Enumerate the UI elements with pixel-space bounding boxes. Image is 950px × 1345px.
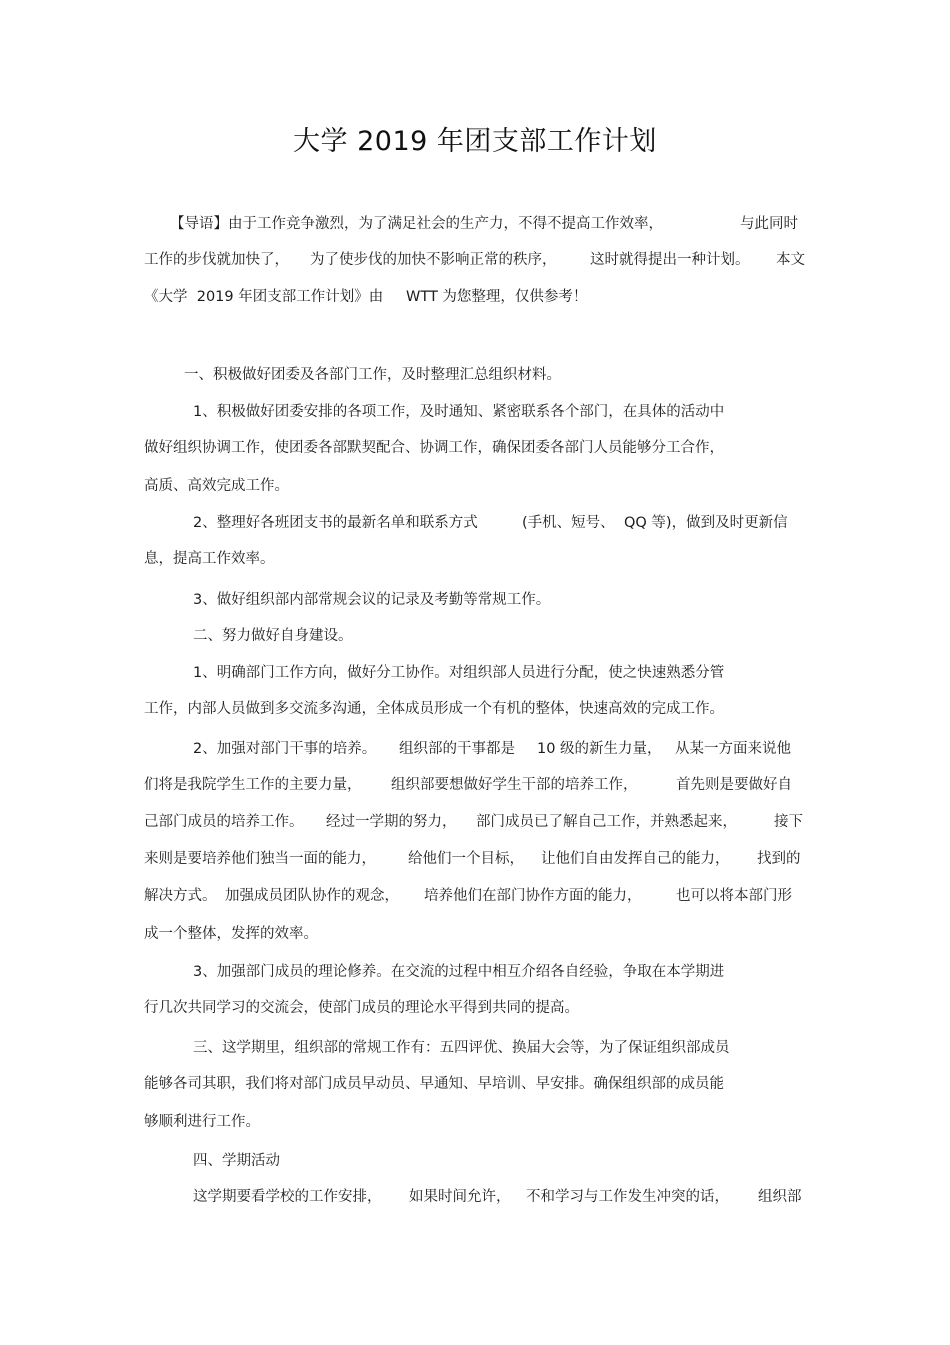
text-line: 不和学习与工作发生冲突的话， (526, 1189, 729, 1205)
text-line: 来则是要培养他们独当一面的能力， (144, 851, 376, 867)
text-line: 组织部 (758, 1189, 802, 1205)
section-heading: 一、积极做好团委及各部门工作，及时整理汇总组织材料。 (184, 367, 561, 383)
text-line: 接下 (774, 814, 803, 830)
text-line: 加强成员团队协作的观念， (225, 888, 399, 904)
text-line: 成一个整体，发挥的效率。 (144, 926, 318, 942)
text-line: 够顺利进行工作。 (144, 1114, 260, 1130)
text-line: 这学期要看学校的工作安排， (193, 1189, 382, 1205)
text-line: 行几次共同学习的交流会，使部门成员的理论水平得到共同的提高。 (144, 1000, 579, 1016)
text-line: 高质、高效完成工作。 (144, 478, 289, 494)
text-line: 工作的步伐就加快了， (144, 252, 289, 268)
document-title: 大学 2019 年团支部工作计划 (293, 126, 657, 157)
text-line: 能够各司其职，我们将对部门成员早动员、早通知、早培训、早安排。确保组织部的成员能 (144, 1076, 724, 1092)
text-line: 息，提高工作效率。 (144, 551, 275, 567)
text-line: 工作，内部人员做到多交流多沟通，全体成员形成一个有机的整体，快速高效的完成工作。 (144, 701, 724, 717)
text-line: 做好组织协调工作，使团委各部默契配合、协调工作，确保团委各部门人员能够分工合作， (144, 440, 724, 456)
text-line: (手机、短号、 (522, 515, 615, 531)
text-line: 培养他们在部门协作方面的能力， (424, 888, 642, 904)
text-line: 组织部要想做好学生干部的培养工作， (391, 777, 638, 793)
text-line: 与此同时 (740, 216, 798, 232)
text-line: 10 级的新生力量， (537, 741, 662, 757)
text-line: 首先则是要做好自 (676, 777, 792, 793)
text-line: 给他们一个目标， (408, 851, 524, 867)
text-line: 经过一学期的努力， (326, 814, 457, 830)
text-line: 1、积极做好团委安排的各项工作，及时通知、紧密联系各个部门，在具体的活动中 (193, 404, 725, 420)
text-line: 1、明确部门工作方向，做好分工协作。对组织部人员进行分配，使之快速熟悉分管 (193, 665, 725, 681)
text-line: 【导语】由于工作竞争激烈，为了满足社会的生产力，不得不提高工作效率， (170, 216, 663, 232)
text-line: 3、做好组织部内部常规会议的记录及考勤等常规工作。 (193, 592, 551, 608)
text-line: 这时就得提出一种计划。 (590, 252, 750, 268)
text-line: 解决方式。 (144, 888, 217, 904)
text-line: 2、加强对部门干事的培养。 (193, 741, 377, 757)
text-line: 如果时间允许， (409, 1189, 511, 1205)
text-line: 找到的 (757, 851, 801, 867)
section-heading: 四、学期活动 (193, 1153, 280, 1169)
section-heading: 三、这学期里，组织部的常规工作有：五四评优、换届大会等，为了保证组织部成员 (193, 1040, 730, 1056)
section-heading: 二、努力做好自身建设。 (193, 628, 353, 644)
text-line: 己部门成员的培养工作。 (144, 814, 304, 830)
text-line: 组织部的干事都是 (399, 741, 515, 757)
text-line: 从某一方面来说他 (675, 741, 791, 757)
text-line: 为了使步伐的加快不影响正常的秩序， (310, 252, 557, 268)
text-line: 2、整理好各班团支书的最新名单和联系方式 (193, 515, 478, 531)
text-line: 们将是我院学生工作的主要力量， (144, 777, 362, 793)
text-line: 也可以将本部门形 (676, 888, 792, 904)
text-line: 3、加强部门成员的理论修养。在交流的过程中相互介绍各自经验，争取在本学期进 (193, 964, 725, 980)
text-line: 《大学 2019 年团支部工作计划》由 (144, 289, 384, 305)
text-line: WTT 为您整理，仅供参考！ (406, 289, 588, 305)
text-line: QQ 等)，做到及时更新信 (624, 515, 788, 531)
text-line: 本文 (776, 252, 805, 268)
text-line: 让他们自由发挥自己的能力， (541, 851, 730, 867)
text-line: 部门成员已了解自己工作，并熟悉起来， (476, 814, 737, 830)
